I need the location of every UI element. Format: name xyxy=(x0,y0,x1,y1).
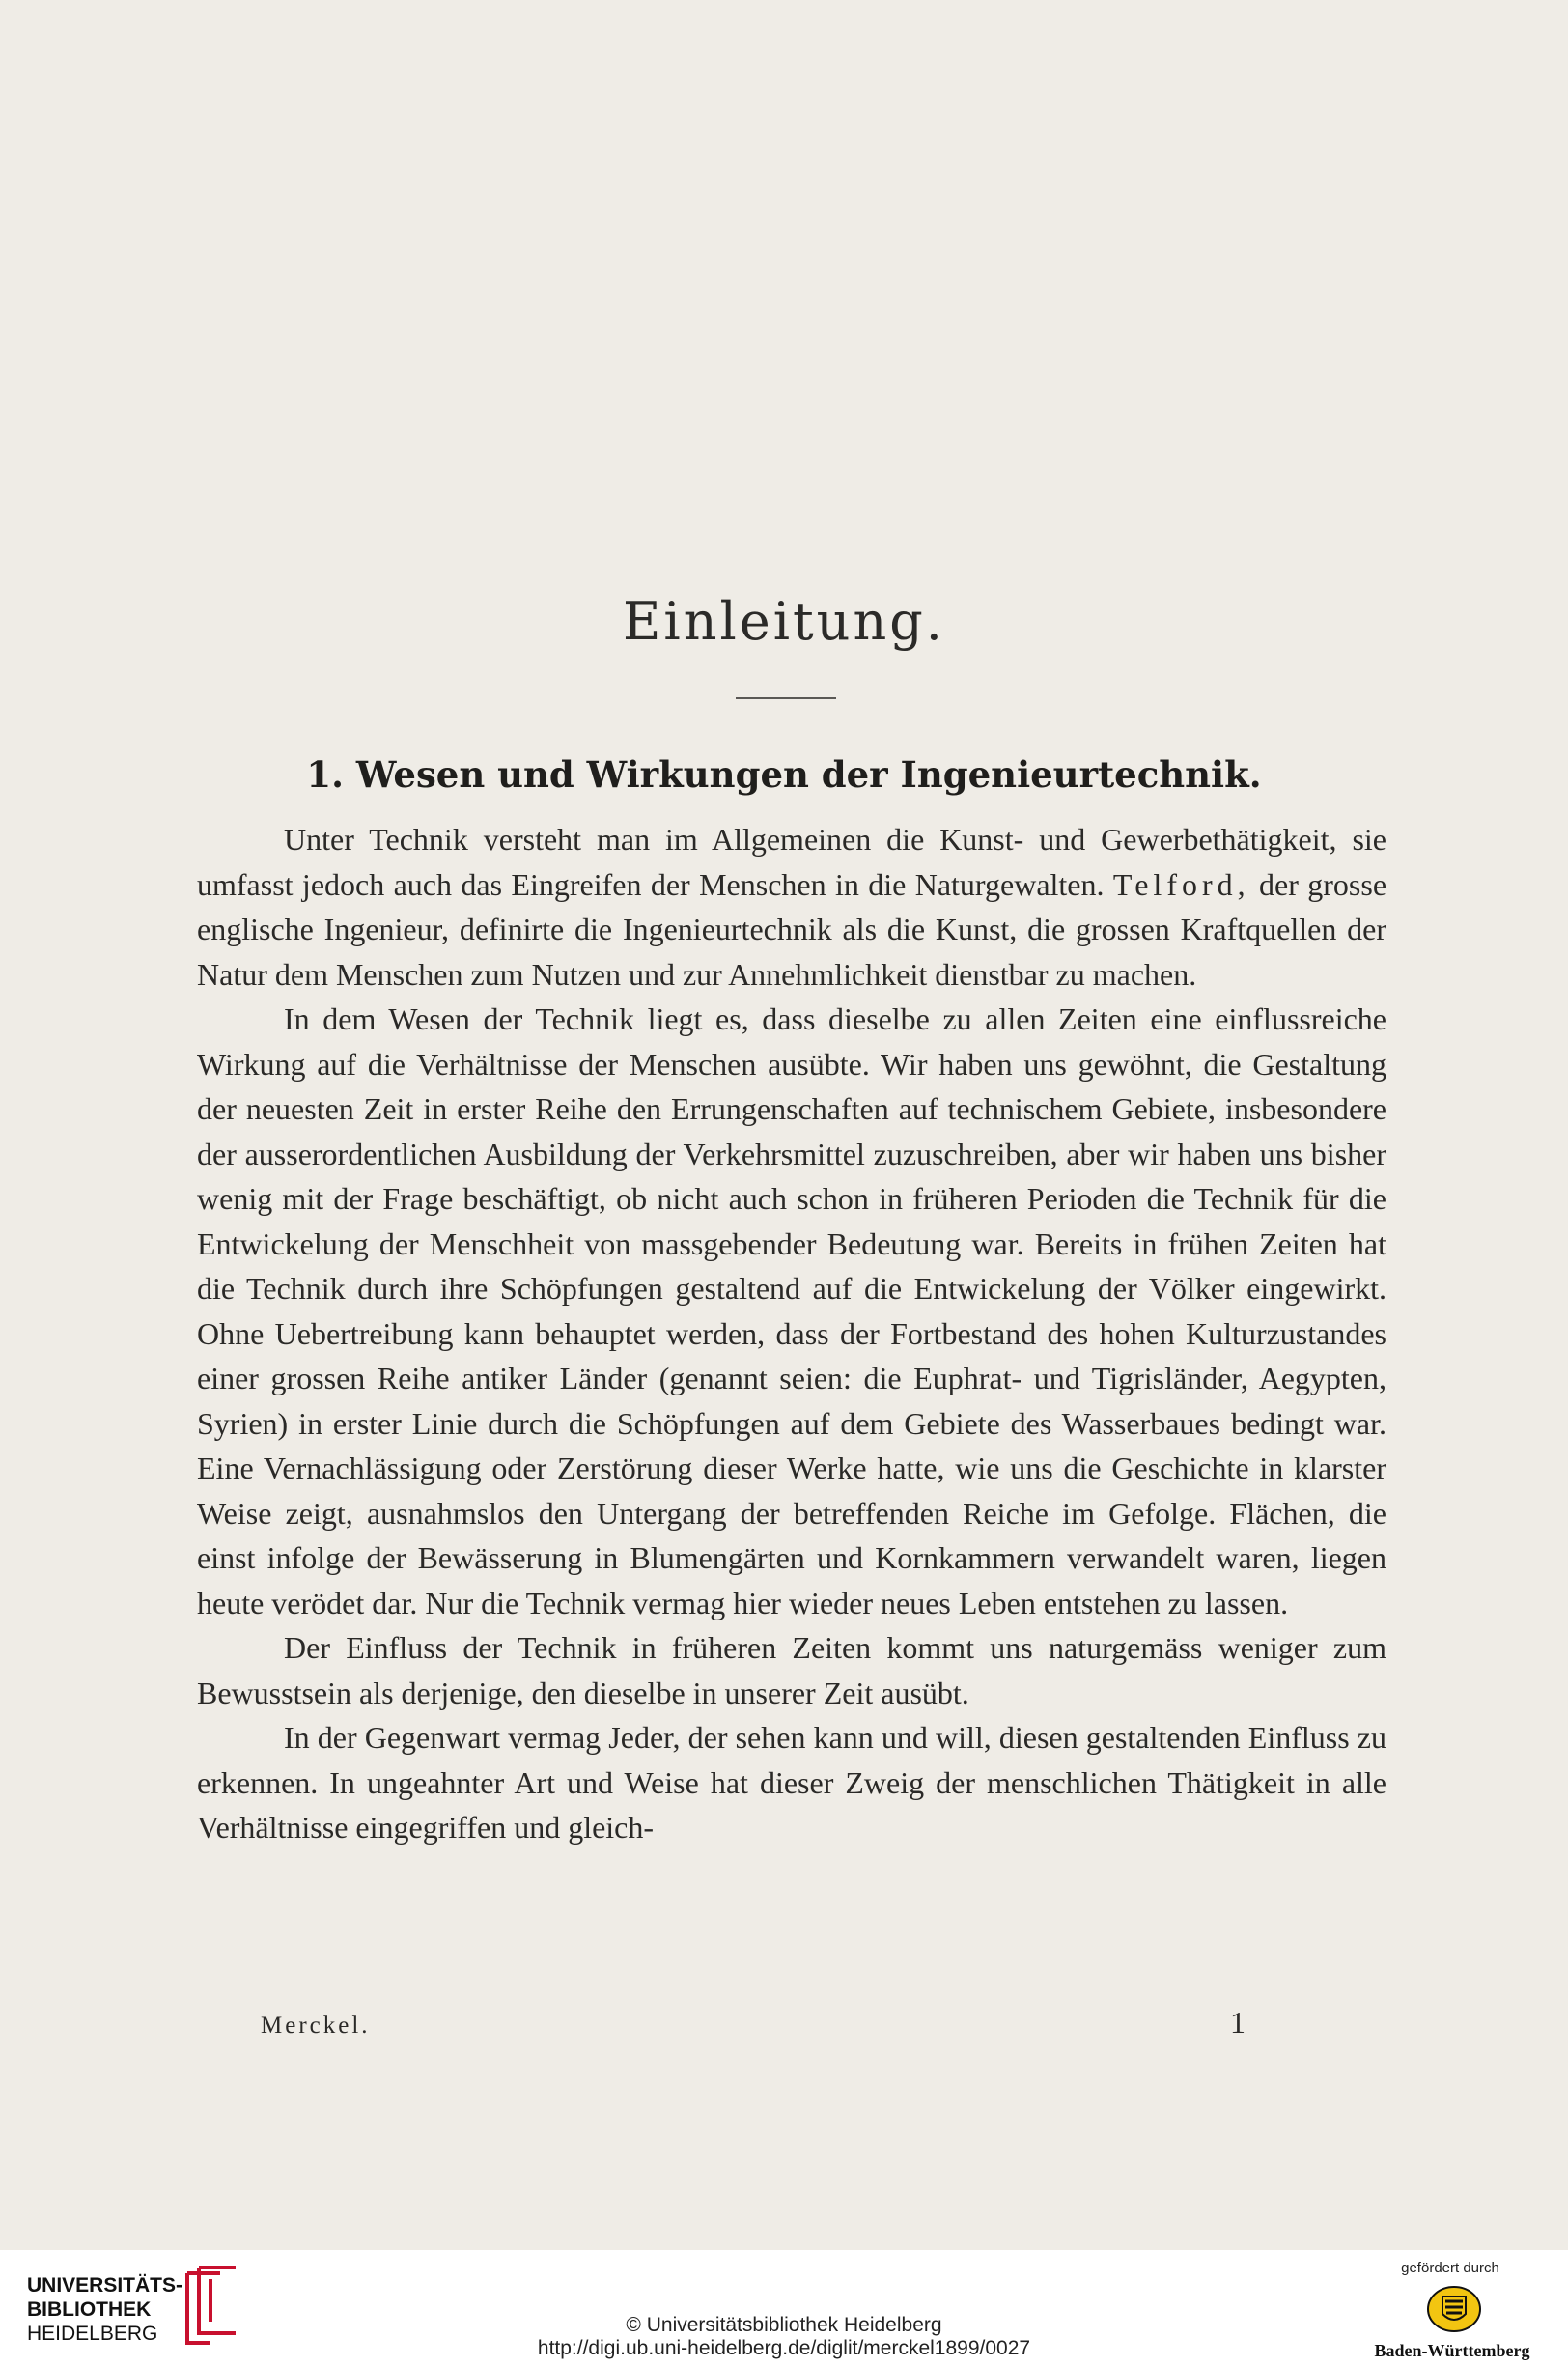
paragraph-4: In der Gegenwart vermag Jeder, der sehen kann und will, diesen gestaltenden Einfluss zu erkennen. In ungeahnter Art und Weise hat dieser Zweig der menschlichen Thätigkeit in alle Verhältnisse eingegriffen und gleich- xyxy=(197,1720,1386,1845)
section-title: 1. Wesen und Wirkungen der Ingenieurtechnik. xyxy=(306,753,1262,796)
baden-wuerttemberg-crest-icon xyxy=(1425,2283,1483,2333)
page-heading: Einleitung. xyxy=(623,591,945,652)
funder-name: Baden-Württemberg xyxy=(1374,2341,1530,2360)
paragraph-2: In dem Wesen der Technik liegt es, dass dieselbe zu allen Zeiten eine einflussreiche Wirkung auf die Verhältnisse der Menschen ausübte. Wir haben uns gewöhnt, die Gestaltung der neuesten Zeit in erster Reihe den Errungenschaften auf technischem Gebiete, insbesondere der ausserordentlichen Ausbildung der Verkehrsmittel zuzuschreiben, aber wir haben uns bisher wenig mit der Frage beschäftigt, ob nicht auch schon in früheren Perioden die Technik für die Entwickelung der Menschheit von massgebender Bedeutung war. Bereits in frühen Zeiten hat die Technik durch ihre Schöpfungen gestaltend auf die Entwickelung der Völker eingewirkt. Ohne Uebertreibung kann behauptet werden, dass der Fortbestand des hohen Kulturzustandes einer grossen Reihe antiker Länder (genannt seien: die Euphrat- und Tigrisländer, Aegypten, Syrien) in erster Linie durch die Schöpfungen auf dem Gebiete des Wasserbaues bedingt war. Eine Vernachlässigung oder Zerstörung dieser Werke hatte, wie uns die Geschichte in klarster Weise zeigt, ausnahmslos den Untergang der betreffenden Reiche im Gefolge. Flächen, die einst infolge der Bewässerung in Blumengärten und Kornkammern verwandelt waren, liegen heute verödet dar. Nur die Technik vermag hier wieder neues Leben entstehen zu lassen. xyxy=(197,1001,1386,1620)
funded-by-label: gefördert durch xyxy=(1401,2260,1499,2276)
heading-divider xyxy=(736,697,836,699)
paragraph-3: Der Einfluss der Technik in früheren Zeiten kommt uns naturgemäss weniger zum Bewusstsein als derjenige, den dieselbe in unserer Zeit ausübt. xyxy=(197,1630,1386,1710)
paragraph-1: Unter Technik versteht man im Allgemeinen die Kunst- und Gewerbethätigkeit, sie umfasst jedoch auch das Eingreifen der Menschen in die Naturgewalten. Telford, der grosse englische Ingenieur, definirte die Ingenieurtechnik als die Kunst, die grossen Kraftquellen der Natur dem Menschen zum Nutzen und zur Annehmlichkeit dienstbar zu machen. xyxy=(197,822,1387,992)
person-name: Telford, xyxy=(1112,866,1250,902)
copyright-text: © Universitätsbibliothek Heidelberg xyxy=(626,2314,942,2336)
page-number: 1 xyxy=(1230,2005,1246,2040)
library-name: UNIVERSITÄTS- BIBLIOTHEK HEIDELBERG xyxy=(27,2274,183,2345)
footer-author: Merckel. xyxy=(261,2013,371,2039)
source-url[interactable]: http://digi.ub.uni-heidelberg.de/diglit/merckel1899/0027 xyxy=(537,2337,1031,2359)
provider-bar xyxy=(0,2250,1568,2367)
body-text xyxy=(197,817,1386,1850)
copyright-block xyxy=(0,2314,1568,2360)
